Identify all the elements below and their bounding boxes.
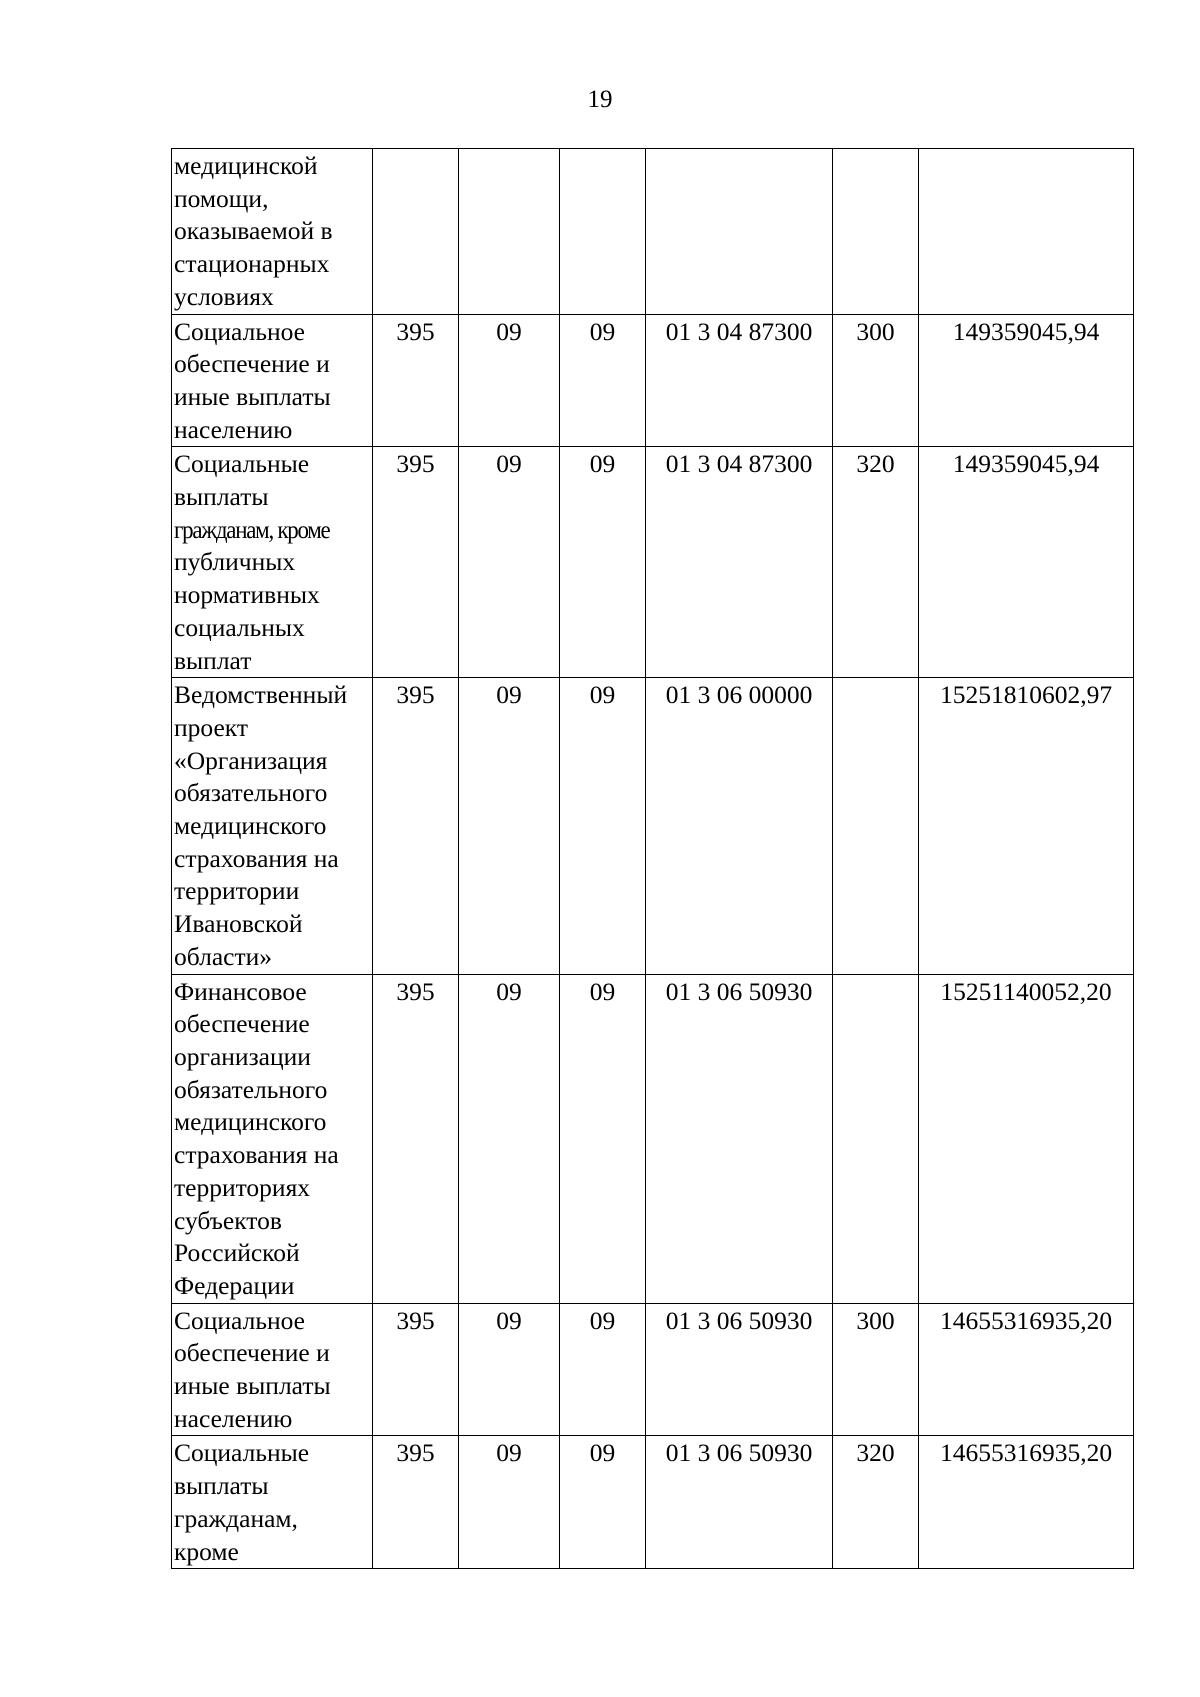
name-line: выплаты	[174, 482, 269, 512]
row-name-cell: Ведомственный проект «Организация обязательного медицинского страхования на территории Ивановской области»	[172, 678, 373, 974]
ved-cell: 395	[373, 314, 459, 447]
rz-cell: 09	[459, 1436, 560, 1569]
amount-cell: 15251810602,97	[919, 678, 1134, 974]
pr-cell: 09	[560, 974, 646, 1303]
ved-cell: 395	[373, 1303, 459, 1436]
rz-cell	[459, 149, 560, 315]
pr-cell: 09	[560, 678, 646, 974]
table-row	[172, 678, 1134, 974]
amount-cell: 149359045,94	[919, 314, 1134, 447]
amount-cell: 15251140052,20	[919, 974, 1134, 1303]
budget-table	[171, 148, 1134, 1569]
rz-cell: 09	[459, 974, 560, 1303]
pr-cell	[560, 149, 646, 315]
csr-cell: 01 3 06 50930	[646, 1303, 833, 1436]
row-name-cell: медицинской помощи, оказываемой в стационарных условиях	[172, 149, 373, 315]
rz-cell: 09	[459, 678, 560, 974]
name-line: нормативных	[174, 580, 320, 610]
table-row	[172, 447, 1134, 678]
rz-cell: 09	[459, 1303, 560, 1436]
csr-cell: 01 3 06 50930	[646, 974, 833, 1303]
row-name-cell: Финансовое обеспечение организации обязательного медицинского страхования на территориях субъектов Российской Федерации	[172, 974, 373, 1303]
vr-cell	[833, 678, 919, 974]
name-line: выплат	[174, 645, 252, 675]
vr-cell	[833, 974, 919, 1303]
amount-cell: 14655316935,20	[919, 1436, 1134, 1569]
ved-cell: 395	[373, 1436, 459, 1569]
rz-cell: 09	[459, 314, 560, 447]
csr-cell: 01 3 06 50930	[646, 1436, 833, 1569]
vr-cell: 300	[833, 314, 919, 447]
row-name-cell	[172, 447, 373, 678]
csr-cell: 01 3 04 87300	[646, 314, 833, 447]
page-number: 19	[587, 86, 613, 113]
pr-cell: 09	[560, 1303, 646, 1436]
vr-cell	[833, 149, 919, 315]
ved-cell: 395	[373, 447, 459, 678]
csr-cell	[646, 149, 833, 315]
rz-cell: 09	[459, 447, 560, 678]
amount-cell	[919, 149, 1134, 315]
table-row	[172, 314, 1134, 447]
row-name-cell: Социальное обеспечение и иные выплаты населению	[172, 314, 373, 447]
vr-cell: 300	[833, 1303, 919, 1436]
ved-cell: 395	[373, 678, 459, 974]
table-row	[172, 149, 1134, 315]
table-row	[172, 1303, 1134, 1436]
amount-cell: 149359045,94	[919, 447, 1134, 678]
name-line: Социальные	[174, 449, 310, 479]
pr-cell: 09	[560, 447, 646, 678]
name-line: публичных	[174, 547, 296, 577]
ved-cell: 395	[373, 974, 459, 1303]
row-name-cell: Социальное обеспечение и иные выплаты населению	[172, 1303, 373, 1436]
csr-cell: 01 3 06 00000	[646, 678, 833, 974]
pr-cell: 09	[560, 314, 646, 447]
row-name-cell: Социальные выплаты гражданам, кроме	[172, 1436, 373, 1569]
pr-cell: 09	[560, 1436, 646, 1569]
vr-cell: 320	[833, 1436, 919, 1569]
vr-cell: 320	[833, 447, 919, 678]
amount-cell: 14655316935,20	[919, 1303, 1134, 1436]
ved-cell	[373, 149, 459, 315]
csr-cell: 01 3 04 87300	[646, 447, 833, 678]
table-row	[172, 974, 1134, 1303]
table-row	[172, 1436, 1134, 1569]
name-line-condensed: гражданам, кроме	[174, 514, 330, 544]
name-line: социальных	[174, 612, 305, 642]
